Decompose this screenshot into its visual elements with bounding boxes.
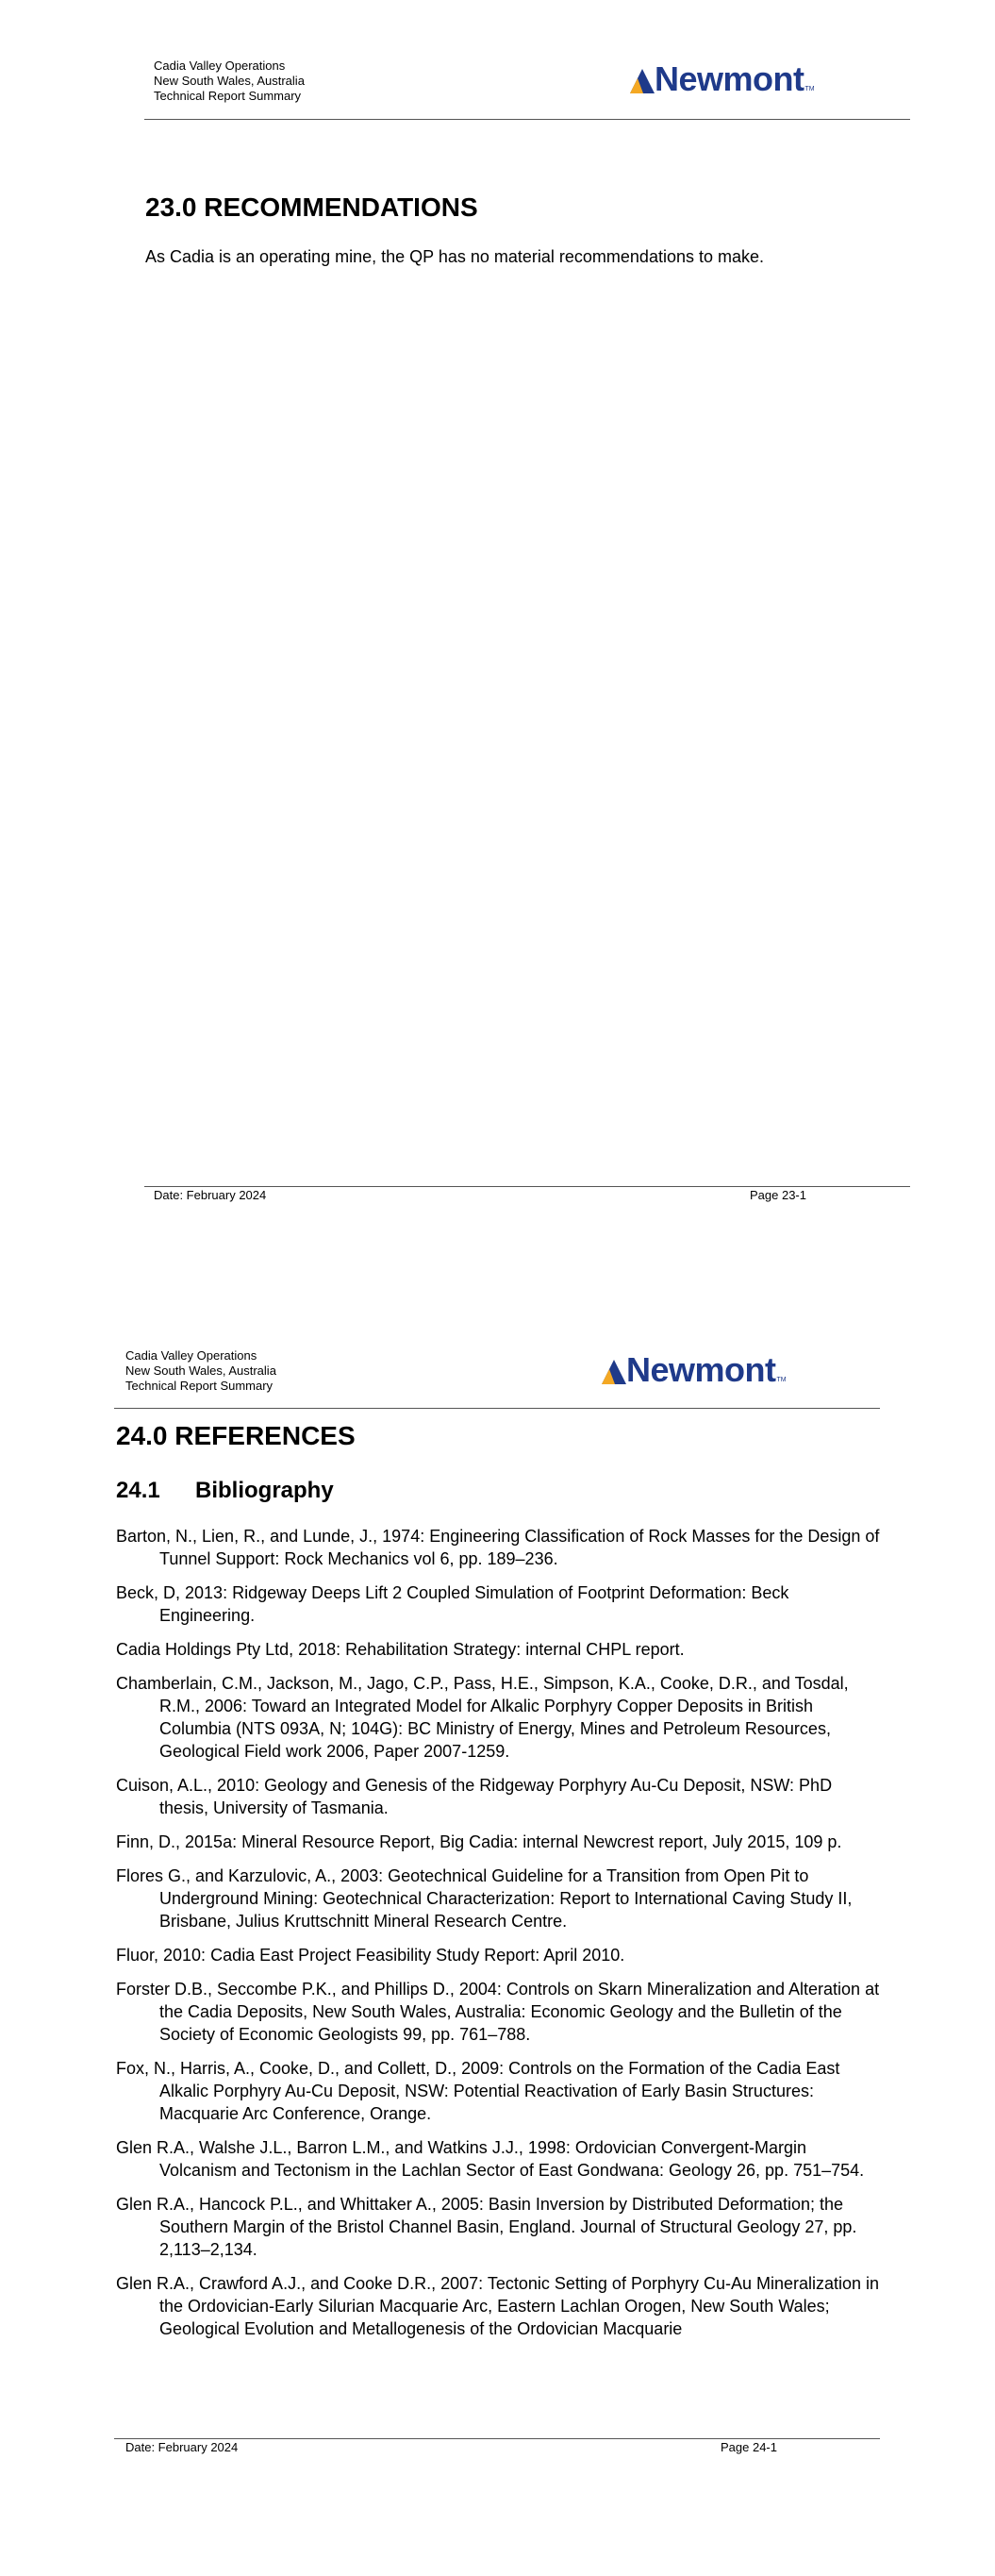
newmont-logo bbox=[602, 1350, 787, 1389]
page-24-1 bbox=[0, 1283, 995, 2576]
page-header-text bbox=[125, 1348, 276, 1394]
page-23-1 bbox=[0, 0, 995, 1283]
newmont-logo-icon bbox=[630, 65, 655, 93]
header-rule bbox=[114, 1408, 880, 1409]
reference-item: Beck, D, 2013: Ridgeway Deeps Lift 2 Coupled Simulation of Footprint Deformation: Beck Engineering. bbox=[116, 1583, 789, 1625]
header-line-report: Technical Report Summary bbox=[154, 89, 302, 103]
reference-item: Cadia Holdings Pty Ltd, 2018: Rehabilitation Strategy: internal CHPL report. bbox=[116, 1640, 685, 1659]
reference-item: Glen R.A., Crawford A.J., and Cooke D.R., 2007: Tectonic Setting of Porphyry Cu-Au Mineralization in the Ordovician-Early Silurian Macquarie Arc, Eastern Lachlan Orogen, New South Wales; Geological Evolution and Metallogenesis of the Ordovician Macquarie bbox=[116, 2274, 880, 2338]
reference-item: Barton, N., Lien, R., and Lunde, J., 1974: Engineering Classification of Rock Masses for the Design of Tunnel Support: Rock Mechanics vol 6, pp. 189–236. bbox=[116, 1527, 880, 1568]
reference-item: Flores G., and Karzulovic, A., 2003: Geotechnical Guideline for a Transition from Open Pit to Underground Mining: Geotechnical Characterization: Report to International Caving Study II, Brisbane, Julius Kruttschnitt Mineral Research Centre. bbox=[116, 1866, 853, 1931]
header-line-operation: Cadia Valley Operations bbox=[125, 1348, 257, 1363]
reference-item: Chamberlain, C.M., Jackson, M., Jago, C.P., Pass, H.E., Simpson, K.A., Cooke, D.R., and Tosdal, R.M., 2006: Toward an Integrated Model for Alkalic Porphyry Copper Deposits in British Columbia (NTS 093A, N; 104G): BC Ministry of Energy, Mines and Petroleum Resources, Geological Field work 2006, Paper 2007-1259. bbox=[116, 1674, 849, 1761]
header-line-location: New South Wales, Australia bbox=[154, 74, 305, 88]
subsection-title bbox=[116, 1478, 334, 1504]
footer-date: Date: February 2024 bbox=[154, 1188, 267, 1202]
recommendations-paragraph: As Cadia is an operating mine, the QP has no material recommendations to make. bbox=[145, 247, 765, 266]
subsection-number: 24.1 bbox=[116, 1478, 160, 1503]
logo-wordmark: Newmont bbox=[626, 1350, 776, 1389]
bibliography-list bbox=[116, 1525, 885, 2351]
logo-wordmark: Newmont bbox=[655, 59, 804, 98]
footer-date: Date: February 2024 bbox=[125, 2440, 239, 2454]
logo-trademark: TM bbox=[776, 1377, 787, 1383]
page-header-text bbox=[154, 59, 305, 104]
reference-item: Fluor, 2010: Cadia East Project Feasibility Study Report: April 2010. bbox=[116, 1946, 625, 1965]
reference-item: Forster D.B., Seccombe P.K., and Phillips D., 2004: Controls on Skarn Mineralization and Alteration at the Cadia Deposits, New South Wales, Australia: Economic Geology and the Bulletin of the Society of Economic Geologists 99, pp. 761–788. bbox=[116, 1980, 880, 2044]
reference-item: Finn, D., 2015a: Mineral Resource Report, Big Cadia: internal Newcrest report, July 2015, 109 p. bbox=[116, 1832, 842, 1851]
reference-item: Fox, N., Harris, A., Cooke, D., and Collett, D., 2009: Controls on the Formation of the Cadia East Alkalic Porphyry Au-Cu Deposit, NSW: Potential Reactivation of Early Basin Structures: Macquarie Arc Conference, Orange. bbox=[116, 2059, 840, 2123]
footer-rule bbox=[114, 2438, 880, 2439]
header-rule bbox=[144, 119, 910, 120]
header-line-location: New South Wales, Australia bbox=[125, 1363, 276, 1378]
section-title: 23.0 RECOMMENDATIONS bbox=[145, 192, 478, 222]
footer-rule bbox=[144, 1186, 910, 1187]
reference-item: Glen R.A., Hancock P.L., and Whittaker A., 2005: Basin Inversion by Distributed Deformation; the Southern Margin of the Bristol Channel Basin, England. Journal of Structural Geology 27, pp. 2,113–2,134. bbox=[116, 2195, 857, 2259]
section-title: 24.0 REFERENCES bbox=[116, 1421, 356, 1450]
subsection-label: Bibliography bbox=[195, 1478, 334, 1503]
logo-trademark: TM bbox=[804, 86, 815, 92]
footer-page-number: Page 23-1 bbox=[750, 1188, 806, 1202]
newmont-logo bbox=[630, 59, 815, 98]
reference-item: Cuison, A.L., 2010: Geology and Genesis of the Ridgeway Porphyry Au-Cu Deposit, NSW: PhD thesis, University of Tasmania. bbox=[116, 1776, 833, 1817]
reference-item: Glen R.A., Walshe J.L., Barron L.M., and Watkins J.J., 1998: Ordovician Convergent-Margin Volcanism and Tectonism in the Lachlan Sector of East Gondwana: Geology 26, pp. 751–754. bbox=[116, 2138, 865, 2180]
header-line-report: Technical Report Summary bbox=[125, 1379, 274, 1393]
header-line-operation: Cadia Valley Operations bbox=[154, 59, 286, 73]
newmont-logo-icon bbox=[602, 1356, 626, 1384]
footer-page-number: Page 24-1 bbox=[721, 2440, 777, 2454]
